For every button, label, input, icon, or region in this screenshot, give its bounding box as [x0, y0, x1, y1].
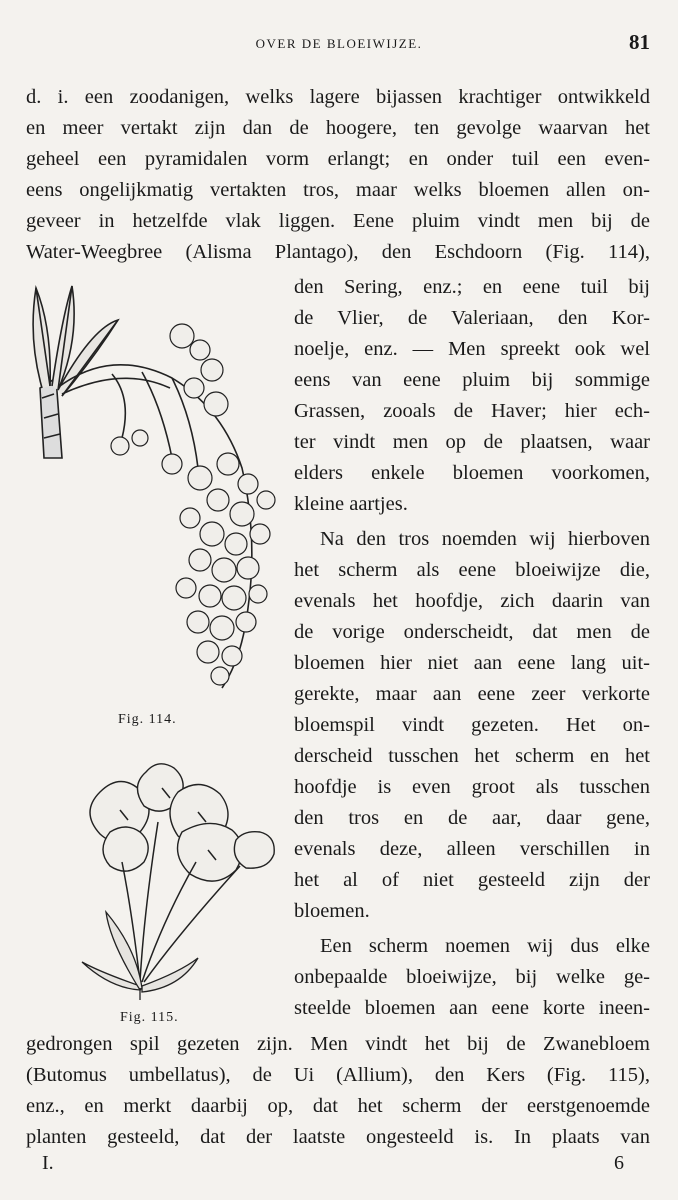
text-line: den Sering, enz.; en eene tuil bij [294, 276, 650, 298]
text-line: bloemspil vindt gezeten. Het on- [294, 714, 650, 736]
text-line: bloemen hier niet aan eene lang uit- [294, 652, 650, 674]
page-footer [0, 1152, 678, 1182]
text-line: enz., en merkt daarbij op, dat het scherm der eerstgenoemde [26, 1095, 650, 1117]
text-line: kleine aartjes. [294, 493, 408, 515]
signature-mark: I. [42, 1152, 54, 1174]
figure-114-caption: Fig. 114. [118, 712, 177, 727]
text-line: gerekte, maar aan eene zeer verkorte [294, 683, 650, 705]
text-line: steelde bloemen aan eene korte ineen- [294, 997, 650, 1019]
text-line: hoofdje is even groot als tusschen [294, 776, 650, 798]
text-line: evenals het hoofdje, zich daarin van [294, 590, 650, 612]
text-line: d. i. een zoodanigen, welks lagere bijassen krachtiger ontwikkeld [26, 86, 650, 108]
text-line: Water-Weegbree (Alisma Plantago), den Eschdoorn (Fig. 114), [26, 241, 650, 263]
text-line: planten gesteeld, dat der laatste ongesteeld is. In plaats van [26, 1126, 650, 1148]
text-line: onbepaalde bloeiwijze, bij welke ge- [294, 966, 650, 988]
text-line: den tros en de aar, daar gene, [294, 807, 650, 829]
text-line: geveer in hetzelfde vlak liggen. Eene pluim vindt men bij de [26, 210, 650, 232]
text-line: geheel een pyramidalen vorm erlangt; en onder tuil een even- [26, 148, 650, 170]
text-line: Na den tros noemden wij hierboven [320, 528, 650, 550]
text-line: eens ongelijkmatig vertakten tros, maar welks bloemen allen on- [26, 179, 650, 201]
text-line: Een scherm noemen wij dus elke [320, 935, 650, 957]
maple-flower-drawing [22, 278, 282, 708]
text-line: het scherm als eene bloeiwijze die, [294, 559, 650, 581]
text-line: ter vindt men op de plaatsen, waar [294, 431, 650, 453]
text-line: bloemen. [294, 900, 370, 922]
page-number: 81 [629, 30, 650, 54]
text-line: de vorige onderscheidt, dat men de [294, 621, 650, 643]
text-line: noelje, enz. — Men spreekt ook wel [294, 338, 650, 360]
text-line: het al of niet gesteeld zijn der [294, 869, 650, 891]
text-line: elders enkele bloemen voorkomen, [294, 462, 650, 484]
text-line: gedrongen spil gezeten zijn. Men vindt het bij de Zwanebloem [26, 1033, 650, 1055]
text-line: en meer vertakt zijn dan de hoogere, ten gevolge waarvan het [26, 117, 650, 139]
text-line: Grassen, zooals de Haver; hier ech- [294, 400, 650, 422]
text-line: (Butomus umbellatus), de Ui (Allium), den Kers (Fig. 115), [26, 1064, 650, 1086]
figure-114-illustration [22, 278, 282, 708]
sheet-number: 6 [614, 1152, 624, 1174]
text-line: evenals deze, alleen verschillen in [294, 838, 650, 860]
text-line: eens van eene pluim bij sommige [294, 369, 650, 391]
figure-115-caption: Fig. 115. [120, 1010, 179, 1025]
running-title: OVER DE BLOEIWIJZE. [255, 36, 423, 51]
text-line: derscheid tusschen het scherm en het [294, 745, 650, 767]
page-header [0, 30, 678, 60]
text-line: de Vlier, de Valeriaan, den Kor- [294, 307, 650, 329]
cherry-blossom-drawing [70, 762, 280, 1002]
figure-115-illustration [70, 762, 280, 1002]
